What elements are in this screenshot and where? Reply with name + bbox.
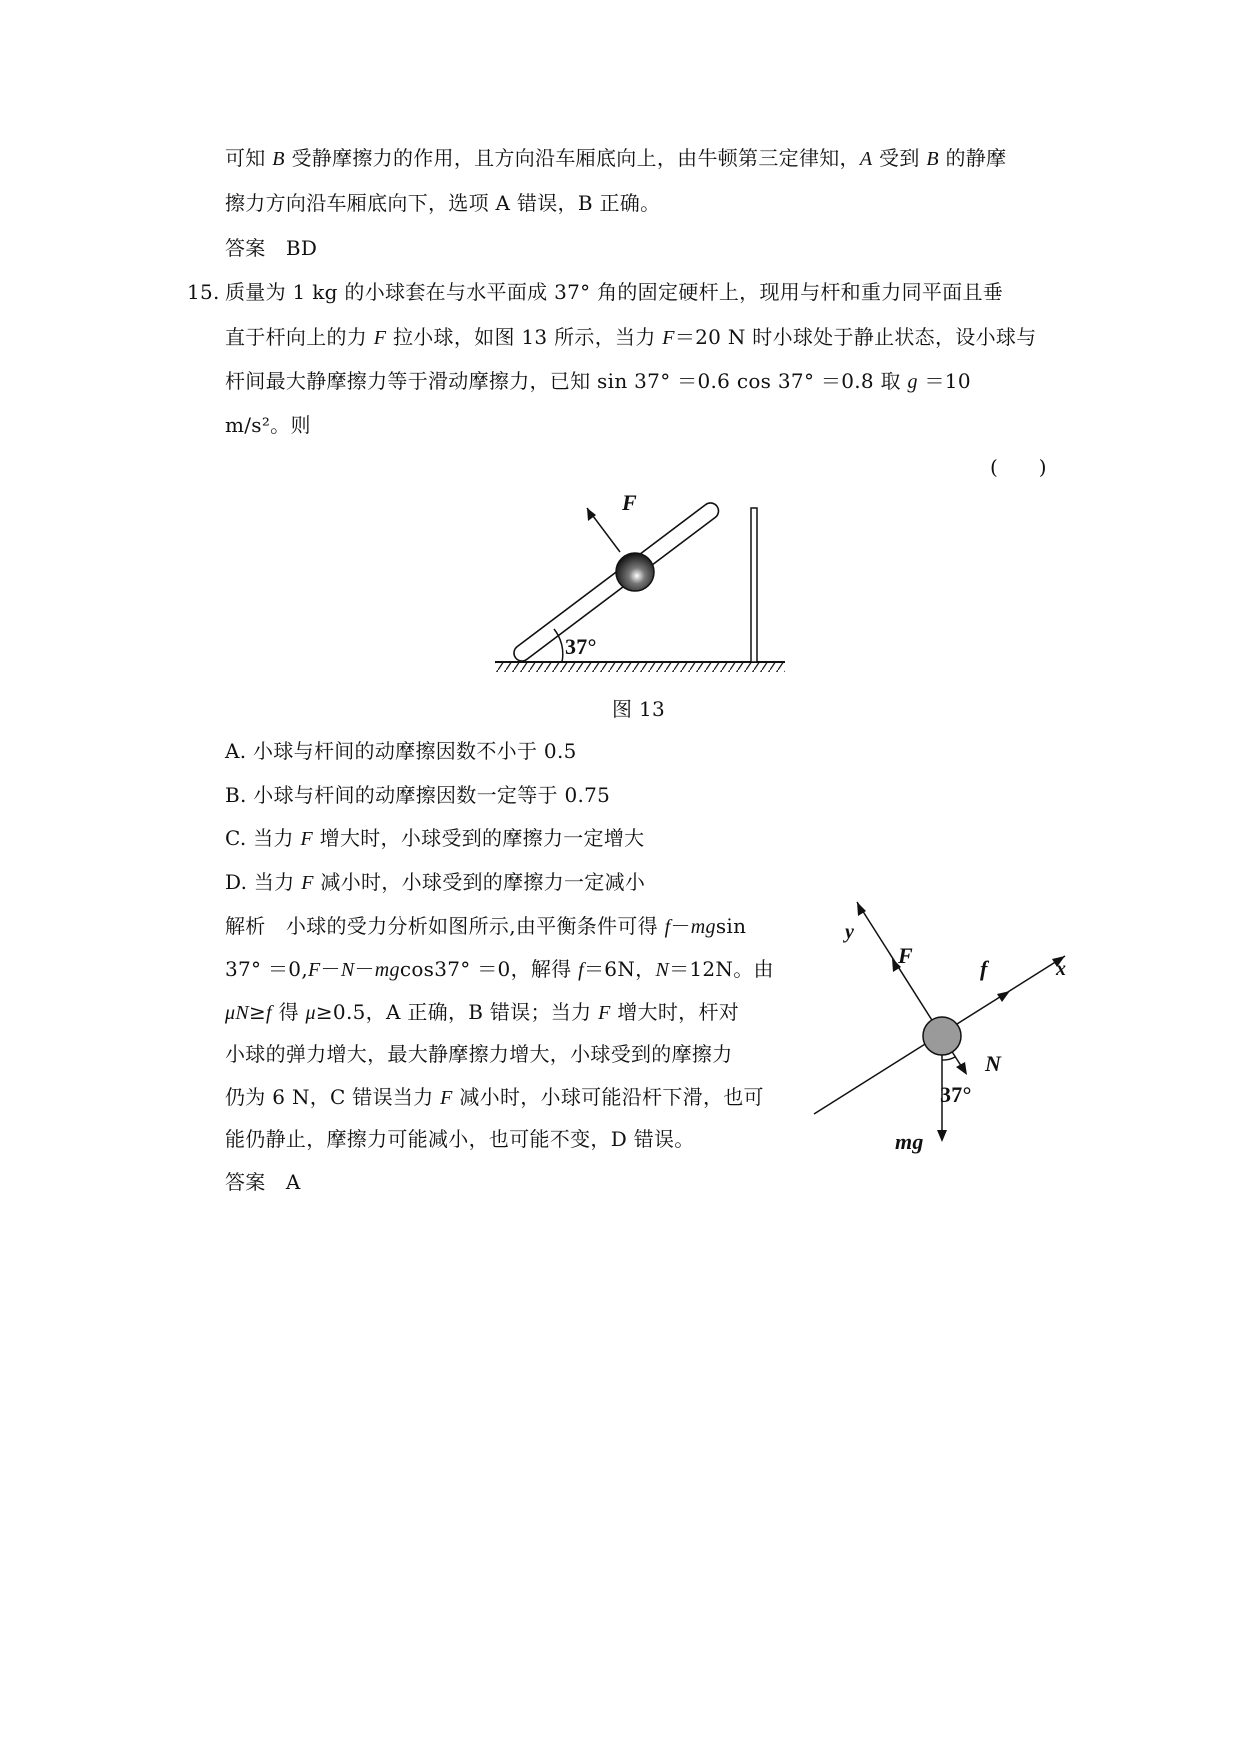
mg-arrowhead <box>937 1130 947 1142</box>
x-axis-label: x <box>1056 958 1067 980</box>
angle-label: 37° <box>565 634 597 659</box>
question-number: 15. <box>187 280 220 304</box>
answer-bracket: ( ) <box>990 455 1047 479</box>
analysis-line: 小球的弹力增大，最大静摩擦力增大，小球受到的摩擦力 <box>225 1042 733 1066</box>
force-label: F <box>622 490 637 515</box>
question-text: m/s²。则 <box>225 413 311 437</box>
N-label: N <box>985 1051 1002 1076</box>
option-d: D. 当力 F 减小时，小球受到的摩擦力一定减小 <box>225 870 646 894</box>
angle-label: 37° <box>940 1082 972 1107</box>
answer-line: 答案 BD <box>225 236 318 260</box>
analysis-line: 解析 小球的受力分析如图所示,由平衡条件可得 f－mgsin <box>225 914 747 938</box>
option-c: C. 当力 F 增大时，小球受到的摩擦力一定增大 <box>225 826 645 850</box>
F-label: F <box>898 943 913 968</box>
support-post <box>751 508 757 662</box>
question-text: 直于杆向上的力 F 拉小球，如图 13 所示，当力 F＝20 N 时小球处于静止状态，设小球与 <box>225 325 1037 349</box>
ball <box>616 553 654 591</box>
ground-hatch <box>495 662 785 672</box>
f-label: f <box>980 956 988 981</box>
analysis-line: μN≥f 得 μ≥0.5，A 正确，B 错误；当力 F 增大时，杆对 <box>225 1000 740 1024</box>
ball <box>923 1017 961 1055</box>
text-line: 可知 B 受静摩擦力的作用，且方向沿车厢底向上，由牛顿第三定律知，A 受到 B 的静摩 <box>225 146 1007 170</box>
analysis-line: 能仍静止，摩擦力可能减小，也可能不变，D 错误。 <box>225 1127 695 1151</box>
friction-arrowhead <box>997 991 1010 1002</box>
question-text: 杆间最大静摩擦力等于滑动摩擦力，已知 sin 37° ＝0.6 cos 37° ＝0.8 取 g ＝10 <box>225 369 971 393</box>
option-a: A. 小球与杆间的动摩擦因数不小于 0.5 <box>225 739 577 763</box>
N-arrowhead <box>956 1062 967 1075</box>
option-b: B. 小球与杆间的动摩擦因数一定等于 0.75 <box>225 783 611 807</box>
analysis-line: 37° ＝0,F－N－mgcos37° ＝0，解得 f＝6N，N＝12N。由 <box>225 957 774 981</box>
question-text: 质量为 1 kg 的小球套在与水平面成 37° 角的固定硬杆上，现用与杆和重力同平面且垂 <box>225 280 1004 304</box>
answer-line: 答案 A <box>225 1170 301 1194</box>
free-body-diagram <box>800 900 1090 1160</box>
angle-arc <box>942 1057 955 1060</box>
figure-caption: 图 13 <box>612 697 666 721</box>
figure-13-diagram <box>490 490 790 680</box>
analysis-line: 仍为 6 N，C 错误当力 F 减小时，小球可能沿杆下滑，也可 <box>225 1085 764 1109</box>
text-line: 擦力方向沿车厢底向下，选项 A 错误，B 正确。 <box>225 191 661 215</box>
y-axis-label: y <box>845 921 855 943</box>
mg-label: mg <box>895 1129 924 1154</box>
inclined-rod <box>511 500 722 664</box>
